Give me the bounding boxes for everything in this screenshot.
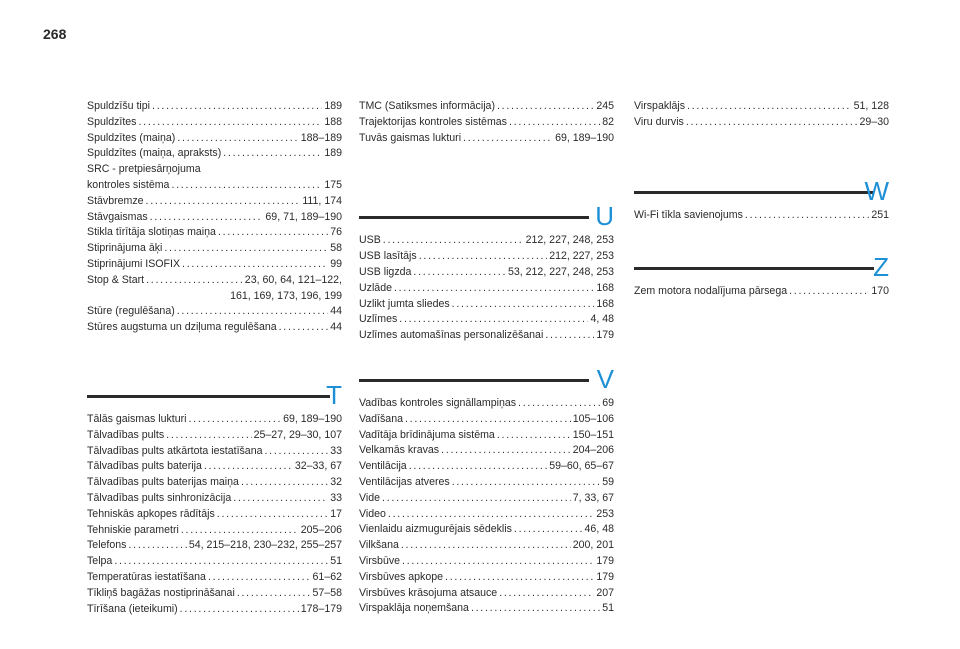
entry-label: Stikla tīrītāja slotiņas maiņa	[87, 226, 216, 239]
index-entry	[87, 459, 342, 475]
section-divider	[359, 216, 589, 219]
entry-pages[interactable]: 59	[602, 475, 614, 488]
section-divider	[359, 379, 589, 382]
section-header	[87, 372, 342, 408]
dot-leader	[383, 233, 524, 249]
entry-pages[interactable]: 212, 227, 253	[549, 250, 614, 263]
entry-label: Stāvbremze	[87, 194, 144, 207]
dot-leader	[146, 273, 243, 289]
index-entry	[87, 602, 342, 618]
entry-pages[interactable]: 168	[596, 297, 614, 310]
section-letter: U	[595, 201, 614, 232]
index-section-z	[634, 244, 889, 300]
index-entry	[359, 312, 614, 328]
index-entry	[359, 297, 614, 313]
entry-label: Tālvadības pults atkārtota iestatīšana	[87, 444, 263, 457]
section-header	[634, 244, 889, 283]
entry-pages[interactable]: 25–27, 29–30, 107	[253, 428, 342, 441]
dot-leader	[409, 459, 547, 475]
index-entry	[87, 554, 342, 570]
index-entry	[359, 115, 614, 131]
dot-leader	[789, 284, 869, 300]
entry-label: Virspaklājs	[634, 100, 686, 112]
index-entry	[359, 522, 614, 538]
index-entry	[87, 194, 342, 210]
dot-leader	[514, 522, 583, 538]
index-entry	[87, 99, 342, 115]
entry-pages[interactable]: 76	[330, 226, 342, 239]
entry-pages[interactable]: 29–30	[859, 115, 889, 128]
dot-leader	[217, 507, 328, 523]
dot-leader	[452, 475, 601, 491]
dot-leader	[497, 99, 594, 115]
index-column-3	[634, 99, 889, 300]
dot-leader	[394, 281, 594, 297]
dot-leader	[471, 601, 600, 617]
dot-leader	[545, 328, 594, 344]
entry-label: USB	[359, 234, 381, 247]
index-entry	[359, 281, 614, 297]
dot-leader	[745, 208, 869, 224]
index-entry	[359, 412, 614, 428]
entry-label: Virsbūves krāsojuma atsauce	[359, 586, 498, 599]
entry-pages[interactable]: 4, 48	[590, 313, 614, 326]
entry-pages[interactable]: 188	[324, 115, 342, 128]
dot-leader	[189, 412, 282, 428]
entry-label: Stāvgaismas	[87, 210, 148, 223]
index-column-1	[87, 99, 342, 617]
dot-leader	[441, 443, 571, 459]
dot-leader	[166, 428, 251, 444]
index-entry	[87, 412, 342, 428]
dot-leader	[413, 265, 506, 281]
entry-label: Stiprinājuma āķi	[87, 242, 163, 255]
section-letter: V	[596, 363, 614, 394]
index-entry	[359, 249, 614, 265]
entry-pages[interactable]: 69, 71, 189–190	[265, 210, 342, 223]
dot-leader	[138, 115, 322, 131]
index-entry	[87, 131, 342, 147]
dot-leader	[180, 602, 299, 618]
section-divider	[634, 191, 874, 194]
entry-pages[interactable]: 178–179	[300, 602, 342, 615]
entry-label: Stūre (regulēšana)	[87, 305, 175, 318]
entry-label: Tālvadības pults sinhronizācija	[87, 491, 232, 504]
dot-leader	[401, 538, 571, 554]
index-entry	[359, 428, 614, 444]
section-letter: T	[326, 379, 342, 410]
entry-pages[interactable]: 253	[596, 507, 614, 520]
entry-label: Spuldzīšu tipi	[87, 100, 151, 112]
entry-label: USB ligzda	[359, 265, 412, 278]
entry-pages[interactable]: 99	[330, 257, 342, 270]
entry-pages[interactable]: 168	[596, 281, 614, 294]
dot-leader	[171, 178, 322, 194]
entry-label: Tālvadības pults	[87, 428, 165, 441]
entry-pages[interactable]: 175	[324, 178, 342, 191]
entry-label: Virspaklāja noņemšana	[359, 602, 469, 615]
dot-leader	[208, 570, 311, 586]
dot-leader	[241, 475, 328, 491]
entry-pages[interactable]: 82	[602, 115, 614, 128]
entry-pages[interactable]: 69	[602, 396, 614, 409]
index-entry	[87, 304, 342, 320]
dot-leader	[181, 523, 299, 539]
entry-label: Stiprinājumi ISOFIX	[87, 257, 181, 270]
entry-pages[interactable]: 17	[330, 507, 342, 520]
index-entry	[87, 428, 342, 444]
index-entry	[634, 99, 889, 115]
entry-label: Vadīšana	[359, 412, 403, 425]
index-entry	[87, 146, 342, 162]
entry-label: Virsbūves apkope	[359, 570, 444, 583]
index-entry	[359, 538, 614, 554]
entry-pages[interactable]: 179	[596, 570, 614, 583]
entry-pages[interactable]: 32–33, 67	[294, 460, 342, 473]
entry-label: Ventilācijas atveres	[359, 475, 450, 488]
entry-label: Uzlīmes automašīnas personalizēšanai	[359, 329, 544, 342]
index-entry	[87, 475, 342, 491]
entry-pages[interactable]: 51	[602, 602, 614, 615]
entry-pages-continued[interactable]: 161, 169, 173, 196, 199	[230, 289, 342, 302]
entry-pages[interactable]: 69, 189–190	[555, 131, 614, 144]
index-entry	[87, 320, 342, 336]
entry-label: Stūres augstuma un dziļuma regulēšana	[87, 321, 277, 334]
entry-label: Tālās gaismas lukturi	[87, 412, 187, 425]
entry-pages[interactable]: 23, 60, 64, 121–122,	[244, 273, 342, 286]
entry-pages[interactable]: 205–206	[300, 523, 342, 536]
index-entry	[359, 475, 614, 491]
entry-pages[interactable]: 111, 174	[302, 194, 342, 207]
entry-label: Ventilācija	[359, 460, 407, 473]
entry-pages[interactable]: 105–106	[572, 412, 614, 425]
dot-leader	[518, 396, 600, 412]
entry-pages[interactable]: 188–189	[300, 131, 342, 144]
index-section-v	[359, 356, 614, 617]
entry-pages[interactable]: 245	[596, 100, 614, 112]
entry-label: Viru durvis	[634, 115, 684, 128]
entry-label: Tālvadības pults baterija	[87, 460, 202, 473]
entry-label: Vienlaidu aizmugurējais sēdeklis	[359, 523, 512, 536]
page-number: 268	[43, 26, 67, 42]
entry-label: Temperatūras iestatīšana	[87, 570, 206, 583]
dot-leader	[164, 241, 328, 257]
index-entry	[359, 491, 614, 507]
entry-pages[interactable]: 61–62	[312, 570, 342, 583]
index-entry	[87, 538, 342, 554]
dot-leader	[388, 507, 594, 523]
entry-label: Virsbūve	[359, 554, 401, 567]
dot-leader	[463, 131, 553, 147]
entry-label: Spuldzītes	[87, 115, 137, 128]
entry-pages[interactable]: 44	[330, 321, 342, 334]
entry-label: Tīrīšana (ieteikumi)	[87, 602, 178, 615]
dot-leader	[405, 412, 571, 428]
entry-pages[interactable]: 170	[871, 285, 889, 298]
index-entry	[634, 115, 889, 131]
entry-label: Telpa	[87, 555, 113, 568]
index-entry	[87, 115, 342, 131]
index-entry	[634, 208, 889, 224]
dot-leader	[382, 491, 571, 507]
section-letter: Z	[873, 252, 889, 283]
index-entry	[359, 265, 614, 281]
section-divider	[634, 267, 874, 270]
entry-pages[interactable]: 212, 227, 248, 253	[525, 234, 614, 247]
index-entry	[359, 554, 614, 570]
dot-leader	[150, 210, 264, 226]
index-entry	[359, 131, 614, 147]
entry-pages[interactable]: 54, 215–218, 230–232, 255–257	[188, 539, 342, 552]
entry-label: Spuldzītes (maiņa)	[87, 131, 176, 144]
entry-label: Video	[359, 507, 386, 520]
index-section-u	[359, 193, 614, 344]
index-entry	[87, 241, 342, 257]
entry-pages[interactable]: 51	[330, 555, 342, 568]
index-entry	[87, 210, 342, 226]
dot-leader	[218, 225, 328, 241]
entry-pages[interactable]: 204–206	[572, 444, 614, 457]
dot-leader	[497, 428, 571, 444]
index-entry	[359, 443, 614, 459]
index-entry	[87, 586, 342, 602]
index-entry	[359, 233, 614, 249]
entry-label: Vide	[359, 491, 381, 504]
dot-leader	[182, 257, 328, 273]
index-entry	[359, 570, 614, 586]
dot-leader	[146, 194, 301, 210]
entry-pages[interactable]: 200, 201	[572, 539, 614, 552]
entry-label: Telefons	[87, 539, 127, 552]
entry-label: Stop & Start	[87, 273, 145, 286]
entry-label: TMC (Satiksmes informācija)	[359, 100, 495, 112]
entry-pages[interactable]: 179	[596, 554, 614, 567]
index-section-w	[634, 168, 889, 224]
entry-pages[interactable]: 33	[330, 444, 342, 457]
entry-pages[interactable]: 57–58	[312, 586, 342, 599]
dot-leader	[419, 249, 547, 265]
entry-label: Uzlikt jumta sliedes	[359, 297, 450, 310]
dot-leader	[128, 538, 186, 554]
dot-leader	[402, 554, 594, 570]
index-entry	[359, 396, 614, 412]
index-section-continued	[359, 99, 614, 146]
dot-leader	[509, 115, 600, 131]
index-entry	[359, 328, 614, 344]
index-entry	[87, 273, 342, 305]
dot-leader	[499, 586, 594, 602]
entry-pages[interactable]: 46, 48	[584, 523, 614, 536]
dot-leader	[265, 444, 329, 460]
entry-pages[interactable]: 44	[330, 305, 342, 318]
dot-leader	[452, 297, 595, 313]
entry-pages[interactable]: 53, 212, 227, 248, 253	[507, 265, 614, 278]
dot-leader	[445, 570, 594, 586]
entry-label: Spuldzītes (maiņa, apraksts)	[87, 147, 222, 160]
dot-leader	[204, 459, 293, 475]
entry-label: Tālvadības pults baterijas maiņa	[87, 476, 239, 489]
dot-leader	[279, 320, 329, 336]
entry-pages[interactable]: 69, 189–190	[283, 412, 342, 425]
entry-label: kontroles sistēma	[87, 178, 170, 191]
entry-pages[interactable]: 251	[871, 208, 889, 221]
entry-label: Wi-Fi tīkla savienojums	[634, 208, 743, 221]
entry-pages[interactable]: 207	[596, 586, 614, 599]
dot-leader	[399, 312, 588, 328]
entry-pages[interactable]: 189	[324, 147, 342, 160]
index-entry	[359, 586, 614, 602]
section-letter: W	[864, 175, 889, 206]
index-entry	[359, 601, 614, 617]
entry-label: Uzlīmes	[359, 313, 398, 326]
dot-leader	[237, 586, 311, 602]
entry-label: Tehniskie parametri	[87, 523, 179, 536]
index-section-t	[87, 372, 342, 617]
entry-label: Trajektorijas kontroles sistēmas	[359, 115, 507, 128]
entry-pages[interactable]: 32	[330, 476, 342, 489]
index-entry	[359, 99, 614, 115]
index-entry	[87, 570, 342, 586]
entry-label: Vilkšana	[359, 539, 399, 552]
index-entry	[87, 444, 342, 460]
index-entry	[87, 507, 342, 523]
index-column-2	[359, 99, 614, 617]
entry-pages[interactable]: 51, 128	[853, 100, 889, 112]
dot-leader	[687, 99, 852, 115]
entry-pages[interactable]: 179	[596, 329, 614, 342]
entry-label: Tehniskās apkopes rādītājs	[87, 507, 215, 520]
index-section-continued	[87, 99, 342, 336]
dot-leader	[177, 131, 298, 147]
dot-leader	[686, 115, 858, 131]
index-entry	[634, 284, 889, 300]
index-entry	[87, 257, 342, 273]
entry-label: Vadības kontroles signāllampiņas	[359, 396, 517, 409]
index-entry	[359, 507, 614, 523]
section-divider	[87, 395, 330, 398]
index-entry	[87, 178, 342, 194]
entry-label: Tuvās gaismas lukturi	[359, 131, 462, 144]
section-header	[359, 356, 614, 392]
entry-pages[interactable]: 59–60, 65–67	[549, 460, 614, 473]
entry-label: Zem motora nodalījuma pārsega	[634, 285, 788, 298]
dot-leader	[114, 554, 328, 570]
entry-pages[interactable]: 33	[330, 491, 342, 504]
index-entry	[87, 523, 342, 539]
section-header	[359, 193, 614, 232]
entry-label: Uzlāde	[359, 281, 392, 294]
entry-pages[interactable]: 7, 33, 67	[572, 491, 614, 504]
entry-pages[interactable]: 189	[324, 100, 342, 112]
index-entry	[87, 225, 342, 241]
entry-pages[interactable]: 150–151	[572, 428, 614, 441]
entry-label: Vadītāja brīdinājuma sistēma	[359, 428, 495, 441]
dot-leader	[177, 304, 328, 320]
entry-label: USB lasītājs	[359, 250, 417, 263]
entry-label: Tīkliņš bagāžas nostiprināšanai	[87, 586, 235, 599]
entry-pages[interactable]: 58	[330, 242, 342, 255]
index-entry	[359, 459, 614, 475]
entry-label: Velkamās kravas	[359, 444, 440, 457]
entry-label: SRC - pretpiesārņojuma	[87, 163, 201, 176]
section-header	[634, 168, 889, 204]
dot-leader	[223, 146, 322, 162]
dot-leader	[233, 491, 328, 507]
dot-leader	[152, 99, 322, 115]
index-entry	[87, 162, 342, 178]
index-entry	[87, 491, 342, 507]
index-section-continued	[634, 99, 889, 131]
